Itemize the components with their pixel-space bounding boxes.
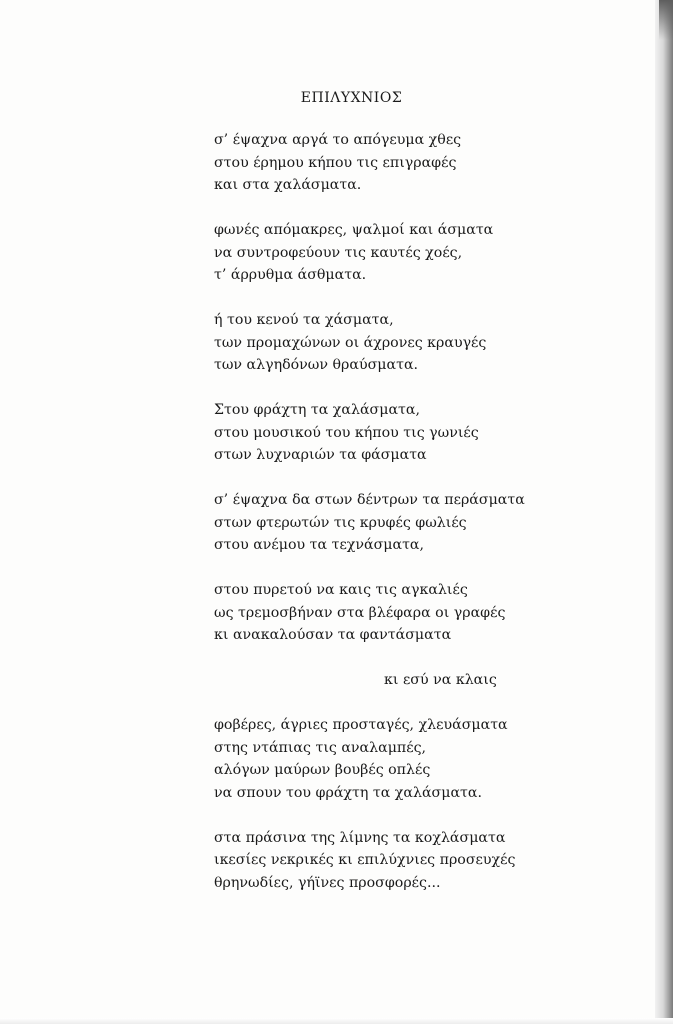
page-binding-shadow (655, 0, 673, 1024)
poem-line: στα πράσινα της λίμνης τα κοχλάσματα (214, 829, 506, 846)
poem-line: κι ανακαλούσαν τα φαντάσματα (214, 627, 452, 643)
poem-line: στης ντάπιας τις αναλαμπές, (214, 739, 427, 756)
poem-line: φωνές απόμακρες, ψαλμοί και άσματα (214, 222, 494, 238)
poem-line: στου ανέμου τα τεχνάσματα, (214, 537, 425, 553)
poem-line: τ’ άρρυθμα άσθματα. (214, 267, 367, 283)
poem-line: να σπουν του φράχτη τα χαλάσματα. (214, 784, 482, 801)
stanza-1 (214, 129, 554, 197)
stanza-4 (214, 399, 554, 467)
poem-line: των αλγηδόνων θραύσματα. (214, 357, 419, 373)
poem-line: να συντροφεύουν τις καυτές χοές, (214, 244, 463, 261)
stanza-3 (214, 309, 554, 377)
stanza-9 (214, 827, 554, 895)
poem-line: κι εσύ να κλαις (384, 672, 497, 688)
poem-line: ή του κενού τα χάσματα, (214, 312, 394, 328)
poem-line: ικεσίες νεκρικές κι επιλύχνιες προσευχές (214, 852, 516, 868)
poem-line: στων λυχναριών τα φάσματα (214, 447, 427, 463)
poem-line: στων φτερωτών τις κρυφές φωλιές (214, 514, 467, 531)
page-bottom-edge (0, 1018, 673, 1024)
poem-line: των προμαχώνων οι άχρονες κραυγές (214, 334, 487, 351)
poem-line: θρηνωδίες, γήϊνες προσφορές... (214, 874, 441, 891)
poem-line: αλόγων μαύρων βουβές οπλές (214, 762, 431, 778)
poem-line: σ’ έψαχνα δα στων δέντρων τα περάσματα (214, 492, 525, 508)
poem-line: ως τρεμοσβήναν στα βλέφαρα οι γραφές (214, 604, 506, 621)
stanza-7-offset-line (214, 669, 554, 692)
stanza-6 (214, 579, 554, 647)
poem-line: σ’ έψαχνα αργά το απόγευμα χθες (214, 132, 462, 148)
poem-body (214, 129, 554, 917)
poem-line: Στου φράχτη τα χαλάσματα, (214, 402, 420, 418)
stanza-2 (214, 219, 554, 287)
stanza-8 (214, 714, 554, 804)
poem-line: φοβέρες, άγριες προσταγές, χλευάσματα (214, 717, 508, 733)
stanza-5 (214, 489, 554, 557)
poem-line: στου έρημου κήπου τις επιγραφές (214, 154, 457, 171)
poem-line: στου πυρετού να καις τις αγκαλιές (214, 582, 468, 598)
poem-line: και στα χαλάσματα. (214, 177, 362, 193)
poem-line: στου μουσικού του κήπου τις γωνιές (214, 424, 479, 441)
poem-title: ΕΠΙΛΥΧΝΙΟΣ (300, 90, 403, 106)
